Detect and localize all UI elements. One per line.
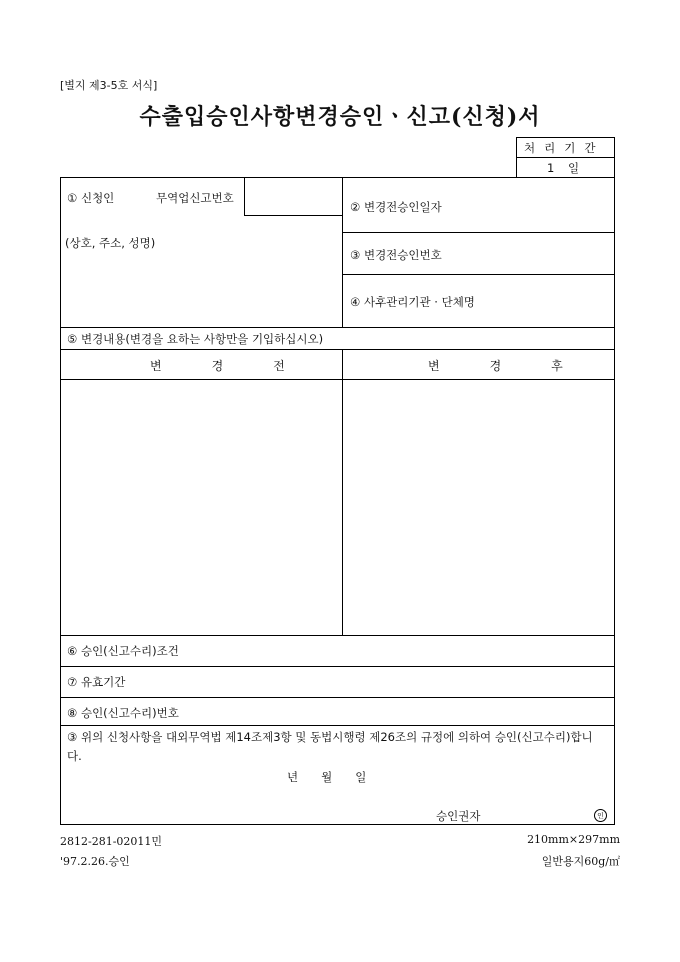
approving-authority-label: 승인권자 (436, 809, 481, 823)
approval-number-label: ⑧ 승인(신고수리)번호 (67, 706, 179, 720)
footer-form-code: 2812-281-02011민 (60, 835, 163, 848)
prior-approval-date-label: ② 변경전승인일자 (350, 200, 442, 214)
after-change-field[interactable] (343, 380, 614, 634)
trade-registration-label: 무역업신고번호 (156, 191, 234, 205)
applicant-name-label: (상호, 주소, 성명) (65, 236, 156, 250)
conditions-label: ⑥ 승인(신고수리)조건 (67, 644, 179, 658)
post-management-label: ④ 사후관리기관 · 단체명 (350, 295, 475, 309)
applicant-label: ① 신청인 (67, 191, 115, 205)
seal-mark: 인 (594, 809, 607, 822)
processing-period-label: 처리기간 (524, 141, 605, 155)
change-section-label: ⑤ 변경내용(변경을 요하는 사항만을 기입하십시오) (67, 332, 324, 346)
after-change-header: 변경후 (428, 359, 613, 373)
declaration-date-line: 년 월 일 (287, 770, 367, 784)
footer-paper-type: 일반용지60g/㎡ (541, 855, 620, 868)
form-title: 수출입승인사항변경승인ㆍ신고(신청)서 (139, 104, 541, 130)
before-change-header: 변경전 (150, 359, 335, 373)
validity-label: ⑦ 유효기간 (67, 675, 126, 689)
before-change-field[interactable] (61, 380, 341, 634)
form-reference: [별지 제3-5호 서식] (60, 79, 158, 92)
footer-paper-size: 210mm×297mm (527, 833, 620, 846)
declaration-text: ③ 위의 신청사항을 대외무역법 제14조제3항 및 동법시행령 제26조의 규정에 의하여 승인(신고수리)합니다. (67, 730, 593, 763)
processing-period-value: 1 일 (547, 161, 580, 175)
footer-approval-date: '97.2.26.승인 (60, 855, 130, 868)
prior-approval-number-label: ③ 변경전승인번호 (350, 248, 442, 262)
